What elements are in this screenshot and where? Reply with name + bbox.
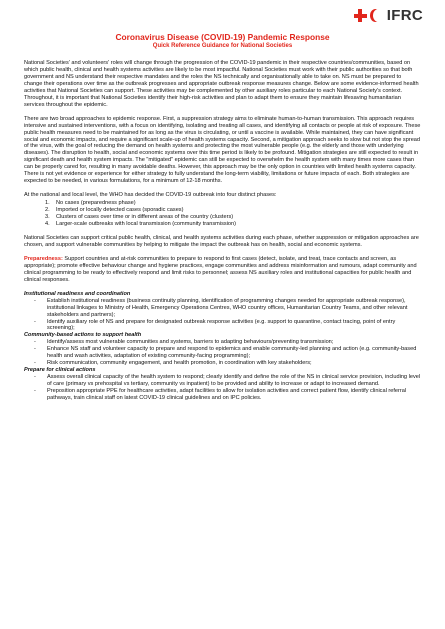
intro-paragraph: National Societies' and volunteers' roles will change through the progression of the COVID-19 pandemic in their respective countries/communities, based on which public health, clinical and health systems activities are likely to be most impactful. National Societies must work with their public authorities so that both government and NS understand their respective mandates and the roles the NS technically and organisationally able to take on. NS must be prepared to change their operations over time as the outbreak progresses and appropriate outbreak response measures change. Below are some evidence-informed health activities that National Societies can support. These activities may be complemented by other auxiliary roles particular to each National Society's context. Throughout, it is important that National Societies identify their high-risk activities and plan to adapt them to ensure they maintain lifesaving humanitarian services throughout the epidemic. [24, 60, 419, 108]
section-heading: Community-based actions to support health [24, 332, 142, 339]
section-list [24, 339, 421, 367]
phase-item: 3. Clusters of cases over time or in different areas of the country (clusters) [45, 214, 234, 221]
phase-item: 1. No cases (preparedness phase) [45, 200, 136, 207]
support-paragraph: National Societies can support critical public health, clinical, and health systems activities during each phase, whether suppression or mitigation approaches are chosen, and support vulnerable communities by helping to mitigate the impact the outbreak has on health, social and economic systems. [24, 234, 419, 248]
list-item: - Identify auxiliary role of NS and prepare for designated outbreak response activities (e.g. support to quarantine, contact tracing, point of entry screening); [24, 319, 421, 333]
preparedness-text: Support countries and at-risk communities to prepare to respond to first cases (detect, isolate, and treat, trace contacts and screen, as appropriate); promote effective behaviour change and hygiene practices, engage communities and address misinformation and rumours, adapt community and clinical programming to be ready to effectively respond and limit risks to personnel; assess NS auxiliary roles and institutional capacities for public health and clinical responses. [24, 255, 417, 283]
section-heading: Institutional readiness and coordination [24, 290, 131, 297]
section-list [24, 298, 421, 333]
preparedness-label: Preparedness: [24, 255, 63, 262]
document-title: Coronavirus Disease (COVID-19) Pandemic Response [115, 32, 330, 42]
list-item: - Risk communication, community engagement, and health promotion, in coordination with key stakeholders; [24, 360, 421, 367]
phases-list [24, 200, 421, 228]
approaches-paragraph: There are two broad approaches to epidemic response. First, a suppression strategy aims to eliminate human-to-human transmission. This approach requires intensive and sustained interventions, with a focus on identifying, isolating and treating all cases, and identifying all contacts or people at risk of exposure. These public health measures need to be maintained for as long as the virus is circulating, or until a vaccine is available. While maintained, they can have significant social and economic impacts, and require a significant scale-up of health systems capacity. Second, a mitigation approach seeks to slow but not stop the spread of the virus, with the goal of reducing the demand on health systems and protecting the most vulnerable people (e.g. the elderly and those with underlying diseases). The disruption to health, social and economic systems over this time period is likely to be profound. Mitigation strategies are still expected to result in significant death and health system impacts. The "mitigated" epidemic can still be expected to overwhelm the health system with many times more cases than can be properly cared for, resulting in many avoidable deaths. However, this approach may be the only option in countries with limited health systems capacity. There is not yet evidence or experience for either strategy to fully understand the long-term viability, limitations or future impacts of each. Both strategies are expected to be needed, in various formulations, for a minimum of 12-18 months. [24, 115, 421, 185]
list-item: - Establish institutional readiness (business continuity planning, identification of programming changes needed for appropriate outbreak response), institutional linkages to Ministry of Health, Emergency Operations Centres, WHO country offices, Humanitarian Country Teams, and other relevant stakeholders and partners); [24, 298, 421, 319]
phases-intro: At the national and local level, the WHO has decided the COVID-19 outbreak into four distinct phases: [24, 192, 277, 199]
red-crescent-icon [373, 9, 384, 22]
preparedness-paragraph [24, 256, 421, 284]
section-heading: Prepare for clinical actions [24, 367, 96, 374]
list-item: - Identify/assess most vulnerable communities and systems, barriers to adapting behaviours/preventing transmission; [24, 339, 421, 346]
phase-item: 4. Larger-scale outbreaks with local transmission (community transmission) [45, 221, 236, 228]
list-item: - Assess overall clinical capacity of the health system to respond; clearly identify and define the role of the NS in clinical service provision, including level of care (primary vs prehospital vs tertiary, community vs inpatient) to be provided and ability to increase or adapt to increased demand. [24, 374, 421, 388]
document-subtitle: Quick Reference Guidance for National Societies [152, 43, 293, 49]
section-list [24, 374, 421, 402]
list-item: - Enhance NS staff and volunteer capacity to prepare and respond to epidemics and enable community-led planning and action (e.g. community-based health and wash activities, adaptation of existing community-facing programming); [24, 346, 421, 360]
ifrc-logo [354, 7, 423, 24]
red-cross-icon [354, 9, 367, 22]
phase-item: 2. Imported or locally detected cases (sporadic cases) [45, 207, 184, 214]
logo-text: IFRC [386, 7, 423, 24]
list-item: - Preposition appropriate PPE for healthcare activities, adapt facilities to allow for isolation activities and correct patient flow, identify clinical referral pathways, train clinical staff on latest COVID-19 clinical guidelines and on IPC policies. [24, 388, 421, 402]
